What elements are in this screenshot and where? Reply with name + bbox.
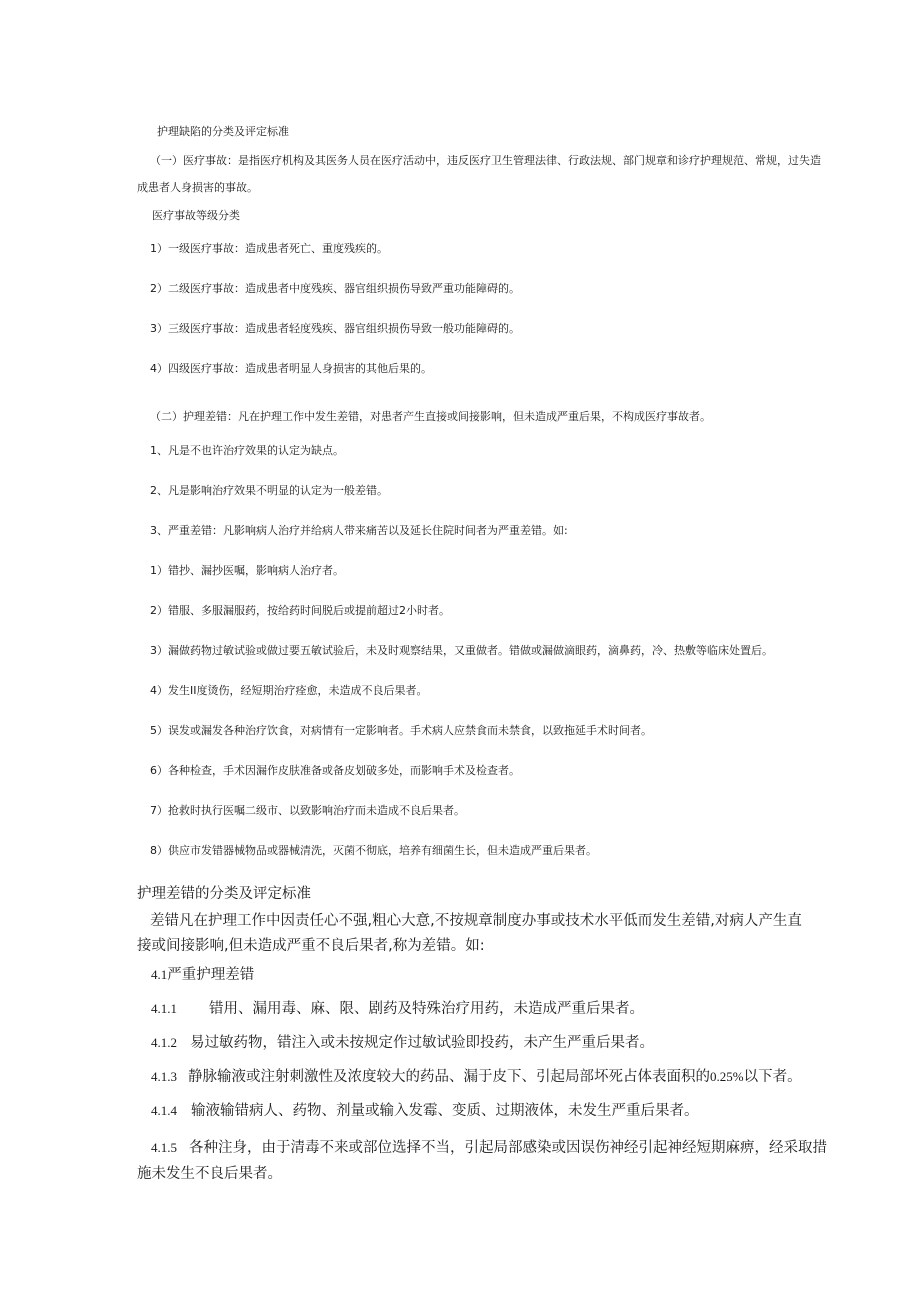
clause-number: 4.1.5 [151, 1140, 177, 1155]
clause-percent: 0.25% [710, 1069, 744, 1084]
severe-error-item: 3）漏做药物过敏试验或做过要五敏试验后，未及时观察结果，又重做者。错做或漏做滴眼药，滴鼻药，冷、热敷等临床处置后。 [150, 644, 773, 657]
clause-4-1-5-continuation: 施未发生不良后果者。 [137, 1166, 282, 1182]
clause-text: 易过敏药物，错注入或未按规定作过敏试验即投药，未产生严重后果者。 [190, 1035, 654, 1051]
severe-error-item: 8）供应市发错器械物品或器械清洗，灭菌不彻底，培养有细菌生长，但未造成严重后果者。 [150, 844, 597, 857]
clause-4-1-4 [151, 1099, 699, 1120]
clause-text: 静脉输液或注射刺激性及浓度较大的药品、漏于皮下、引起局部坏死占体表面积的 [188, 1069, 710, 1085]
clause-4-1-3 [151, 1065, 802, 1086]
accident-levels-heading: 医疗事故等级分类 [152, 209, 240, 222]
accident-level-item: 2）二级医疗事故：造成患者中度残疾、器官组织损伤导致严重功能障碍的。 [150, 282, 520, 295]
clause-4-1-5 [151, 1136, 827, 1157]
section2-intro-line2: 接或间接影响,但未造成严重不良后果者,称为差错。如: [137, 938, 485, 954]
accident-definition-line2: 成患者人身损害的事故。 [137, 181, 258, 194]
clause-text: 错用、漏用毒、麻、限、剧药及特殊治疗用药，未造成严重后果者。 [209, 1001, 644, 1017]
accident-level-item: 3）三级医疗事故：造成患者轻度残疾、器官组织损伤导致一般功能障碍的。 [150, 322, 520, 335]
severe-error-item: 2）错服、多服漏服药，按给药时间脱后或提前超过2小时者。 [150, 604, 450, 617]
severe-error-item: 7）抢救时执行医嘱二级市、以致影响治疗而未造成不良后果者。 [150, 804, 465, 817]
sub-heading [151, 963, 254, 984]
clause-4-1-2 [151, 1031, 654, 1052]
error-definition: （二）护理差错：凡在护理工作中发生差错，对患者产生直接或间接影响，但未造成严重后果，不构成医疗事故者。 [150, 410, 711, 423]
accident-level-item: 1）一级医疗事故：造成患者死亡、重度残疾的。 [150, 242, 388, 255]
clause-number: 4.1.2 [151, 1035, 177, 1050]
doc-title: 护理缺陷的分类及评定标准 [157, 125, 289, 138]
clause-text-end: 以下者。 [743, 1069, 802, 1085]
clause-4-1-1 [151, 997, 644, 1018]
error-item: 2、凡是影响治疗效果不明显的认定为一般差错。 [150, 484, 388, 497]
clause-number: 4.1.1 [151, 1001, 177, 1016]
section2-title: 护理差错的分类及评定标准 [137, 886, 311, 902]
severe-error-item: 4）发生II度烫伤，经短期治疗痊愈，未造成不良后果者。 [150, 684, 428, 697]
sub-heading-text: 严重护理差错 [167, 967, 255, 983]
clause-number: 4.1.3 [151, 1069, 177, 1084]
clause-number: 4.1.4 [151, 1103, 177, 1118]
clause-text: 输液输错病人、药物、剂量或输入发霉、变质、过期液体，未发生严重后果者。 [191, 1103, 699, 1119]
section2-intro-line1: 差错凡在护理工作中因责任心不强,粗心大意,不按规章制度办事或技术水平低而发生差错,对病人产生直 [150, 913, 802, 929]
error-item: 3、严重差错：凡影响病人治疗并给病人带来痛苦以及延长住院时间者为严重差错。如: [150, 524, 568, 537]
accident-definition-line1: （一）医疗事故：是指医疗机构及其医务人员在医疗活动中，违反医疗卫生管理法律、行政法规、部门规章和诊疗护理规范、常规，过失造 [150, 154, 821, 167]
clause-text: 各种注身，由于清毒不来或部位选择不当，引起局部感染或因误伤神经引起神经短期麻痹，经采取措 [189, 1140, 827, 1156]
error-item: 1、凡是不也许治疗效果的认定为缺点。 [150, 444, 344, 457]
severe-error-item: 1）错抄、漏抄医嘱，影响病人治疗者。 [150, 564, 344, 577]
accident-level-item: 4）四级医疗事故：造成患者明显人身损害的其他后果的。 [150, 362, 432, 375]
sub-heading-number: 4.1 [151, 967, 168, 982]
severe-error-item: 5）误发或漏发各种治疗饮食，对病情有一定影响者。手术病人应禁食而未禁食，以致拖延手术时间者。 [150, 724, 652, 737]
severe-error-item: 6）各种检查，手术因漏作皮肤准备或备皮划破多处，而影响手术及检查者。 [150, 764, 520, 777]
